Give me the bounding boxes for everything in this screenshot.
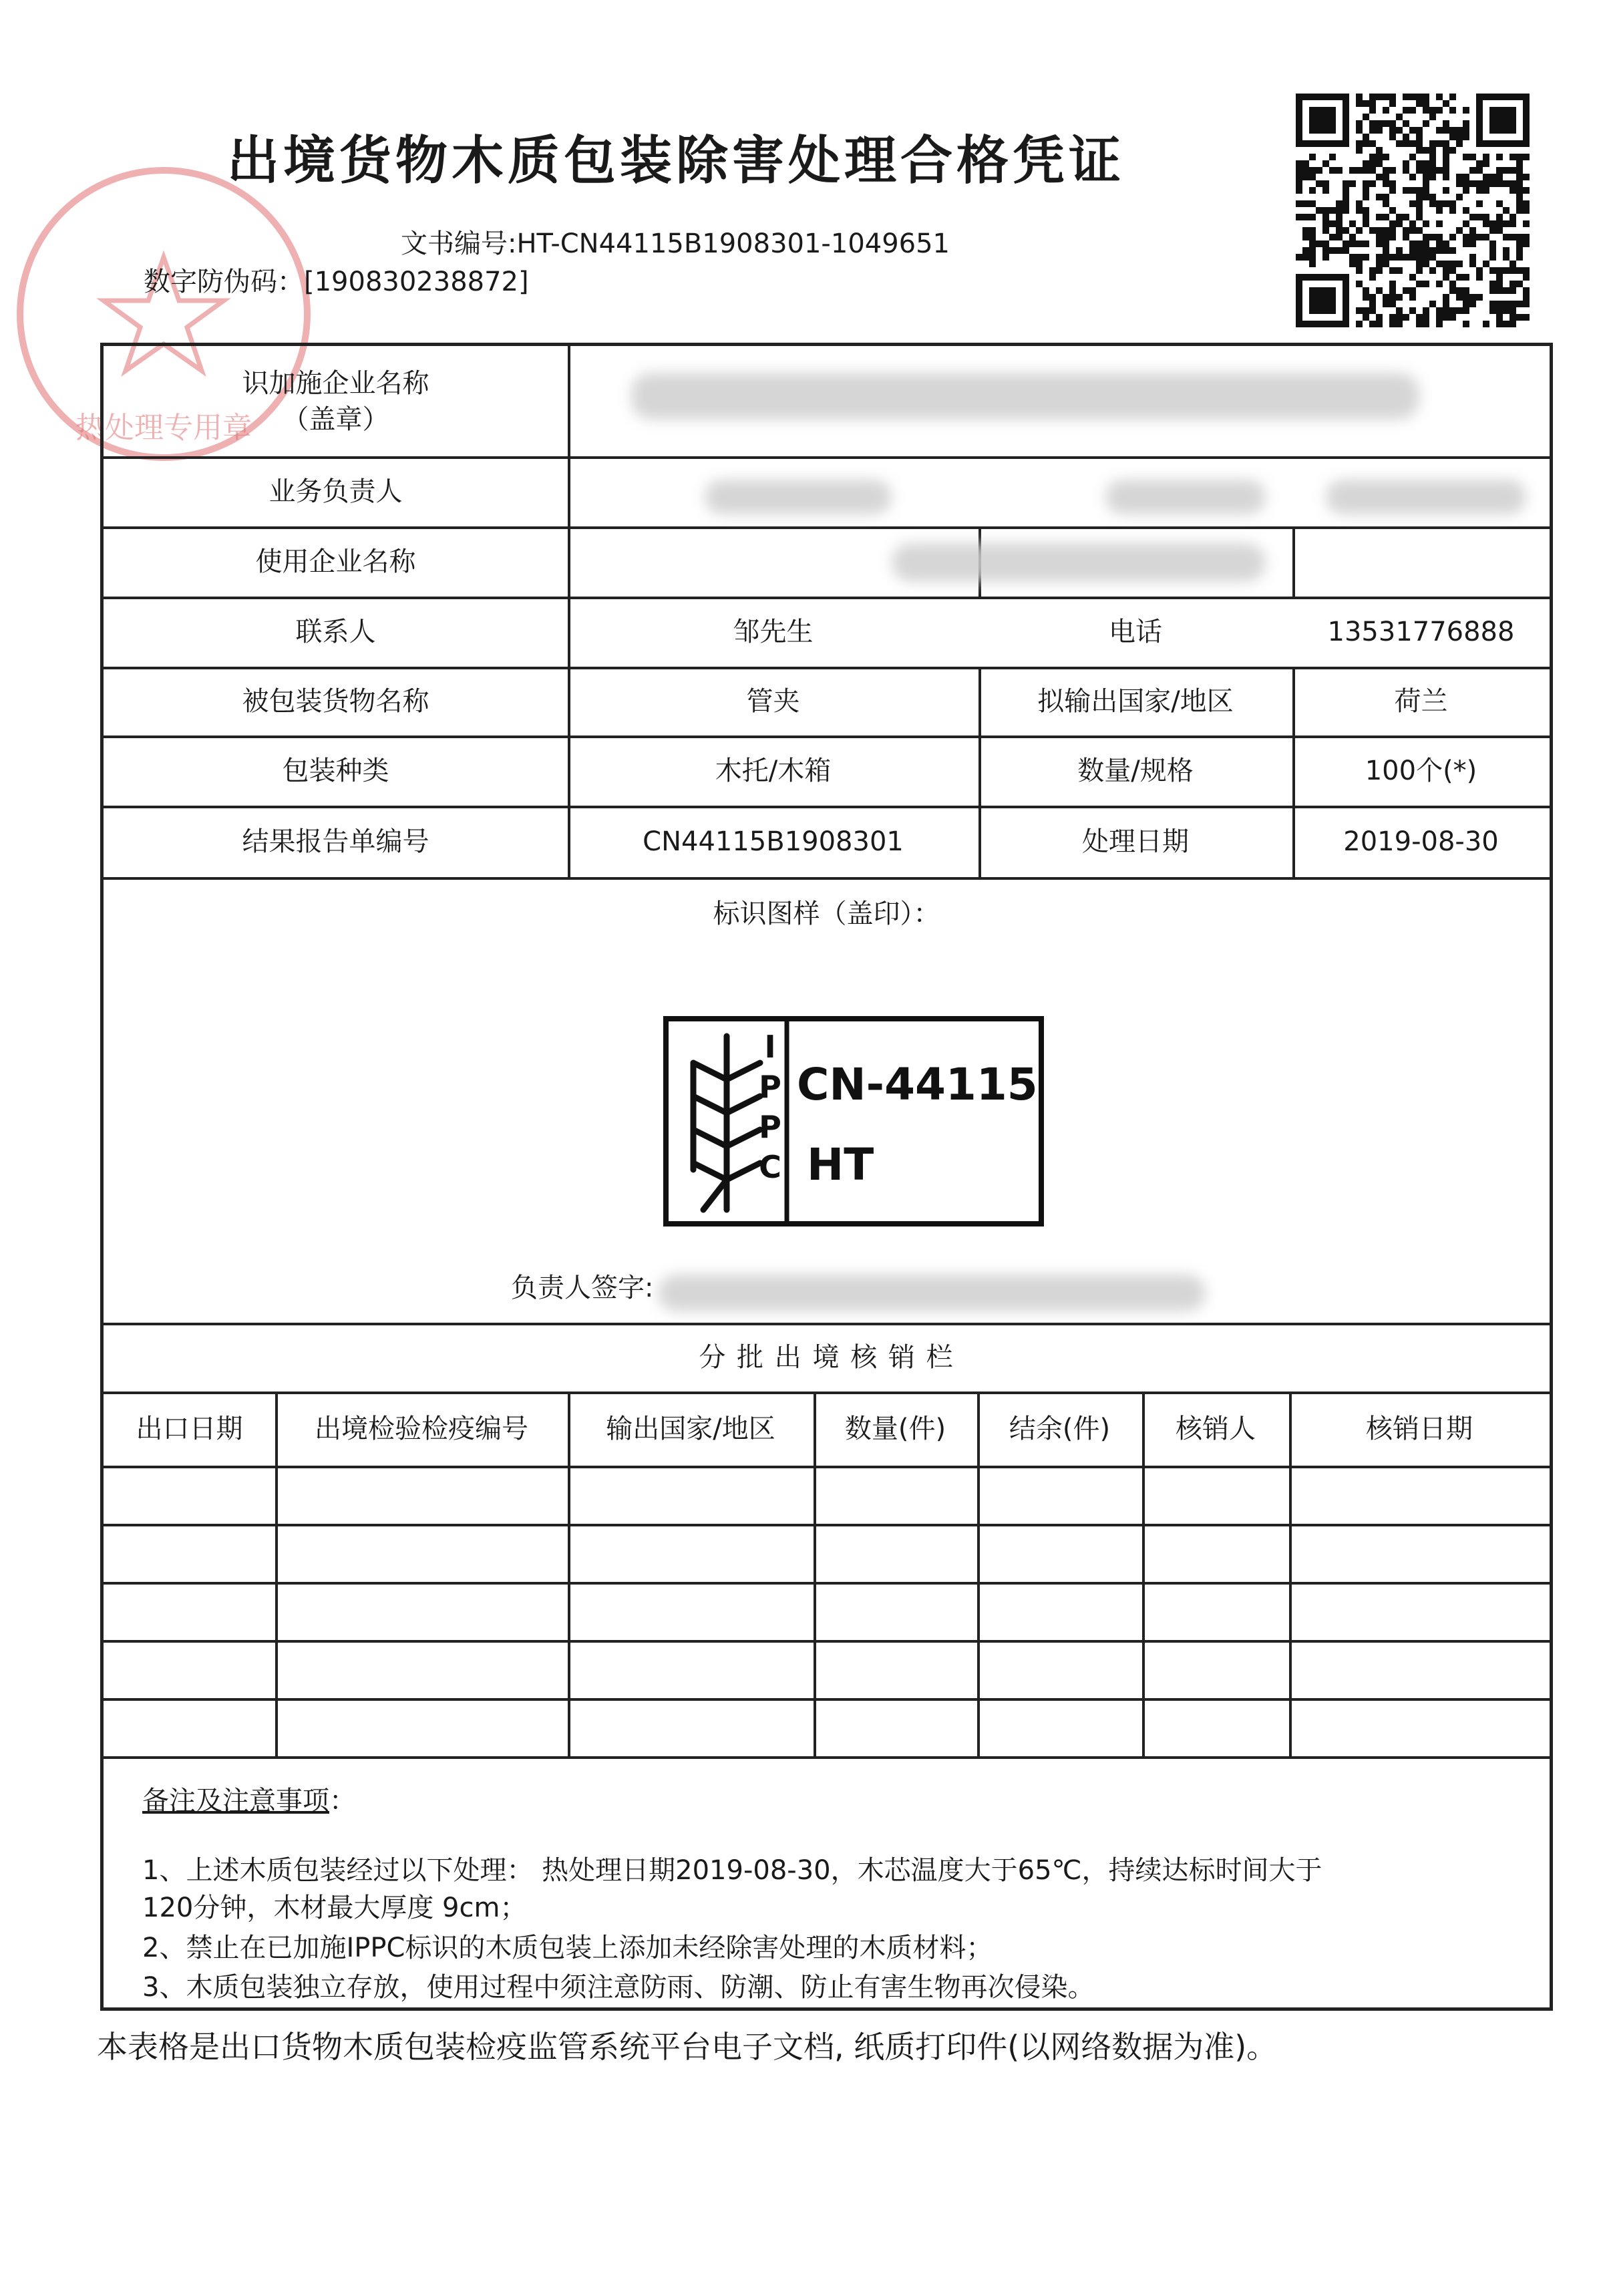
batch-section-title: 分 批 出 境 核 销 栏 [699,1341,954,1373]
security-code: 数字防伪码：[190830238872] [144,267,529,297]
treatment-date-label: 处理日期 [1082,826,1189,857]
notes-title [142,1780,356,1818]
ippc-treatment-code: HT [807,1139,874,1190]
report-no-label: 结果报告单编号 [242,826,429,857]
redacted-user-company [892,543,1266,582]
ippc-letter-p2: P [759,1109,781,1145]
note-item-1: 1、上述木质包装经过以下处理： 热处理日期2019-08-30，木芯温度大于65℃，持续达标时间大于 [142,1855,1322,1886]
redacted-signature [658,1275,1206,1311]
notes-title-text: 备注及注意事项 [142,1786,329,1816]
package-type-label: 包装种类 [282,755,389,786]
note-item-3: 3、木质包装独立存放，使用过程中须注意防雨、防潮、防止有害生物再次侵染。 [142,1972,1095,2003]
redacted-owner-name [705,480,892,514]
export-country: 荷兰 [1394,685,1448,717]
signature-label: 负责人签字: [511,1273,654,1303]
business-owner-label: 业务负责人 [269,476,403,507]
report-no: CN44115B1908301 [643,826,904,857]
marking-company-label [104,346,568,456]
note-item-2: 2、禁止在已加施IPPC标识的木质包装上添加未经除害处理的木质材料； [142,1933,993,1963]
stamp-text: 热处理专用章 [75,411,252,445]
document-title: 出境货物木质包装除害处理合格凭证 [227,131,1125,191]
notes-title-colon: ： [329,1786,356,1816]
package-type: 木托/木箱 [715,755,832,786]
ippc-mark [663,1016,1044,1226]
redacted-company-name [631,373,1419,420]
col-inspection-no: 出境检验检疫编号 [315,1413,528,1444]
export-country-label: 拟输出国家/地区 [1037,685,1234,717]
col-quantity: 数量(件) [844,1413,946,1444]
col-export-date: 出口日期 [136,1413,243,1444]
seal-note: （盖章） [282,403,389,435]
col-verifier: 核销人 [1176,1413,1256,1444]
col-balance: 结余(件) [1009,1413,1111,1444]
footer-note: 本表格是出口货物木质包装检疫监管系统平台电子文档, 纸质打印件(以网络数据为准)。 [97,2029,1278,2065]
ippc-letter-i: I [764,1029,776,1065]
user-company-label: 使用企业名称 [255,546,416,577]
goods-name-label: 被包装货物名称 [242,685,429,717]
quantity-value: 100个(*) [1365,755,1477,786]
mark-sample-label: 标识图样（盖印）： [713,898,940,929]
quantity-label: 数量/规格 [1077,755,1194,786]
col-export-country: 输出国家/地区 [606,1413,775,1444]
ippc-letter-p1: P [759,1069,781,1105]
qr-code [1296,94,1530,327]
note-item-1-cont: 120分钟，木材最大厚度 9cm； [142,1893,527,1923]
redacted-owner-label [1105,480,1266,514]
contact-name: 邹先生 [733,616,814,647]
ippc-letter-c: C [759,1149,781,1185]
phone-label: 电话 [1109,616,1162,647]
document-number: 文书编号:HT-CN44115B1908301-1049651 [401,228,950,259]
marking-company-text: 识加施企业名称 [242,367,429,399]
ippc-country-code: CN-44115 [797,1059,1038,1110]
phone-value: 13531776888 [1327,616,1515,647]
certificate-form [100,343,1553,2011]
treatment-date: 2019-08-30 [1343,826,1499,857]
contact-label: 联系人 [295,616,376,647]
redacted-owner-phone [1326,480,1526,514]
goods-name: 管夹 [746,685,800,717]
col-verify-date: 核销日期 [1366,1413,1473,1444]
